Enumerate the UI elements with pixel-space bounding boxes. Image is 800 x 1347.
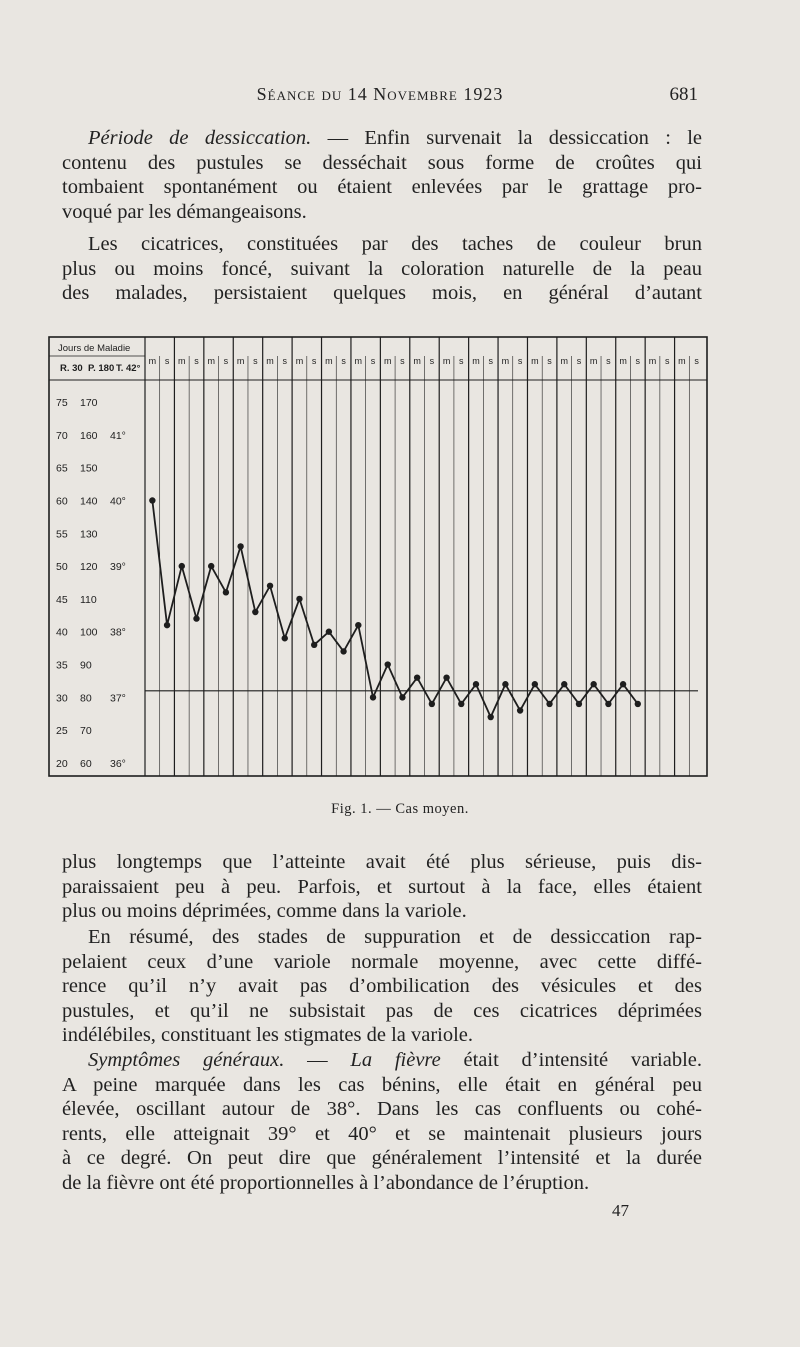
scale-label-t: 41° xyxy=(110,429,126,442)
column-label-m: m xyxy=(560,356,568,366)
temperature-point xyxy=(458,701,464,707)
column-label-s: s xyxy=(488,356,493,366)
temperature-point xyxy=(385,661,391,667)
column-label-s: s xyxy=(694,356,699,366)
scale-label-r: 40 xyxy=(56,626,68,639)
running-head xyxy=(62,84,698,110)
paragraph-continuation: plus longtemps que l’atteinte avait été plus sérieuse, puis dis- paraissaient peu à peu. Parfois, et surtout à la face, elles étaient plus ou moins déprimées, comme dans la variole. xyxy=(62,851,702,923)
temperature-point xyxy=(561,681,567,687)
paragraph-resume: En résumé, des stades de suppuration et de dessiccation rap- pelaient ceux d’une variole normale moyenne, avec cette diffé- rence qu’il n’y avait pas d’ombilication des vésicules et des pustules, et qu’il ne subsistait pas de ces cicatrices déprimées indélébiles, constituant les stigmates de la variole. xyxy=(62,926,702,1047)
column-label-s: s xyxy=(253,356,258,366)
page-number: 681 xyxy=(669,84,698,105)
scale-label-r: 55 xyxy=(56,528,68,541)
column-label-m: m xyxy=(619,356,627,366)
column-label-m: m xyxy=(442,356,451,366)
signature-number: 47 xyxy=(612,1201,629,1220)
column-label-s: s xyxy=(459,356,464,366)
scale-label-p: 150 xyxy=(80,462,98,475)
temperature-point xyxy=(414,674,420,680)
temperature-point xyxy=(576,701,582,707)
temperature-point xyxy=(296,596,302,602)
temperature-point xyxy=(487,714,493,720)
temperature-point xyxy=(149,497,155,503)
column-label-s: s xyxy=(517,356,523,366)
column-label-s: s xyxy=(635,356,641,366)
column-label-m: m xyxy=(354,356,363,366)
scale-label-p: 100 xyxy=(80,626,98,639)
scale-label-p: 130 xyxy=(80,528,98,541)
temperature-point xyxy=(237,543,243,549)
temperature-point xyxy=(267,583,273,589)
temperature-point xyxy=(473,681,479,687)
column-label-s: s xyxy=(576,356,582,366)
column-label-s: s xyxy=(547,356,552,366)
fever-chart xyxy=(48,336,708,778)
temperature-point xyxy=(429,701,435,707)
temperature-point xyxy=(635,701,641,707)
column-label-m: m xyxy=(648,356,657,366)
scale-label-t: 39° xyxy=(110,561,126,574)
temperature-point xyxy=(370,694,376,700)
scale-label-p: 110 xyxy=(80,593,97,606)
temperature-point xyxy=(164,622,170,628)
scale-label-r: 20 xyxy=(56,758,68,770)
column-label-s: s xyxy=(164,356,170,366)
section-heading-symptomes: Symptômes généraux. xyxy=(88,1049,285,1071)
section-heading-dessiccation: Période de dessiccation. xyxy=(88,127,312,149)
temperature-point xyxy=(208,563,214,569)
temperature-point xyxy=(326,629,332,635)
running-head-title: Séance du 14 Novembre 1923 xyxy=(256,84,504,104)
scale-label-r: 70 xyxy=(56,429,68,442)
temperature-point xyxy=(443,674,449,680)
scale-label-p: 140 xyxy=(80,495,98,508)
column-label-m: m xyxy=(678,356,686,366)
figure-caption: Fig. 1. — Cas moyen. xyxy=(331,801,469,817)
column-label-m: m xyxy=(266,356,274,366)
scale-label-p: 70 xyxy=(80,725,92,738)
fever-chart-svg xyxy=(48,336,708,778)
temperature-point xyxy=(282,635,288,641)
column-label-m: m xyxy=(383,356,392,366)
column-label-m: m xyxy=(589,356,598,366)
scale-label-r: 35 xyxy=(56,659,68,672)
temperature-point xyxy=(605,701,611,707)
temperature-point xyxy=(546,701,552,707)
temperature-point xyxy=(620,681,626,687)
column-label-s: s xyxy=(370,356,376,366)
column-label-s: s xyxy=(194,356,199,366)
scale-label-p: 90 xyxy=(80,659,92,672)
scale-label-p: 60 xyxy=(80,758,92,770)
temperature-point xyxy=(355,622,361,628)
scale-label-r: 45 xyxy=(56,593,68,606)
scale-label-r: 30 xyxy=(56,692,68,705)
column-label-m: m xyxy=(472,356,480,366)
temperature-point xyxy=(311,642,317,648)
column-label-m: m xyxy=(531,356,539,366)
paragraph-cicatrices: Les cicatrices, constituées par des taches de couleur brun plus ou moins foncé, suivant la coloration naturelle de la peau des malades, persistaient quelques mois, en général d’autant xyxy=(62,233,702,305)
scale-label-t: 38° xyxy=(110,626,126,639)
scale-label-r: 65 xyxy=(56,462,68,475)
scale-header-label: P. 180 xyxy=(88,363,115,374)
scale-label-r: 75 xyxy=(56,397,68,409)
scale-header-label: T. 42° xyxy=(116,363,141,374)
days-header-label: Jours de Maladie xyxy=(58,343,131,354)
temperature-point xyxy=(252,609,258,615)
chart-frame xyxy=(49,337,707,776)
scale-label-p: 160 xyxy=(80,429,98,442)
scale-label-t: 36° xyxy=(110,758,126,770)
column-label-s: s xyxy=(429,356,435,366)
scale-label-r: 25 xyxy=(56,725,68,738)
column-label-m: m xyxy=(501,356,510,366)
column-label-s: s xyxy=(606,356,611,366)
scale-label-t: 40° xyxy=(110,495,126,508)
scale-label-p: 170 xyxy=(80,397,98,409)
scale-label-r: 50 xyxy=(56,561,68,574)
column-label-s: s xyxy=(341,356,346,366)
temperature-point xyxy=(502,681,508,687)
temperature-point xyxy=(517,707,523,713)
temperature-point xyxy=(590,681,596,687)
paragraph-dessiccation: Période de dessiccation. — Enfin survenait la dessiccation : le contenu des pustules se desséchait sous forme de croûtes qui tombaient spontanément ou étaient enlevées par le grattage pro- voqué par les démangeaisons. xyxy=(62,127,702,223)
column-label-s: s xyxy=(400,356,405,366)
column-label-m: m xyxy=(295,356,304,366)
temperature-point xyxy=(532,681,538,687)
column-label-s: s xyxy=(223,356,229,366)
column-label-s: s xyxy=(664,356,670,366)
scale-header-label: R. 30 xyxy=(60,363,83,374)
temperature-point xyxy=(223,589,229,595)
column-label-s: s xyxy=(282,356,287,366)
column-label-m: m xyxy=(178,356,186,366)
paragraph-symptomes: Symptômes généraux. — La fièvre était d’intensité variable. A peine marquée dans les cas bénins, elle était en général peu élevée, oscillant autour de 38°. Dans les cas confluents ou cohé- rents, elle atteignait 39° et 40° et se maintenait plusieurs jours à ce degré. On peut dire que généralement l’intensité et la durée de la fièvre ont été proportionnelles à l’abondance de l’éruption. xyxy=(62,1049,702,1194)
column-label-s: s xyxy=(311,356,317,366)
column-label-m: m xyxy=(413,356,421,366)
column-label-m: m xyxy=(148,356,157,366)
column-label-m: m xyxy=(236,356,245,366)
temperature-point xyxy=(340,648,346,654)
temperature-point xyxy=(179,563,185,569)
temperature-point xyxy=(193,615,199,621)
scale-label-p: 120 xyxy=(80,561,98,574)
scale-label-t: 37° xyxy=(110,692,126,705)
column-label-m: m xyxy=(207,356,215,366)
scale-label-r: 60 xyxy=(56,495,68,508)
scale-label-p: 80 xyxy=(80,692,92,705)
column-label-m: m xyxy=(325,356,333,366)
temperature-point xyxy=(399,694,405,700)
